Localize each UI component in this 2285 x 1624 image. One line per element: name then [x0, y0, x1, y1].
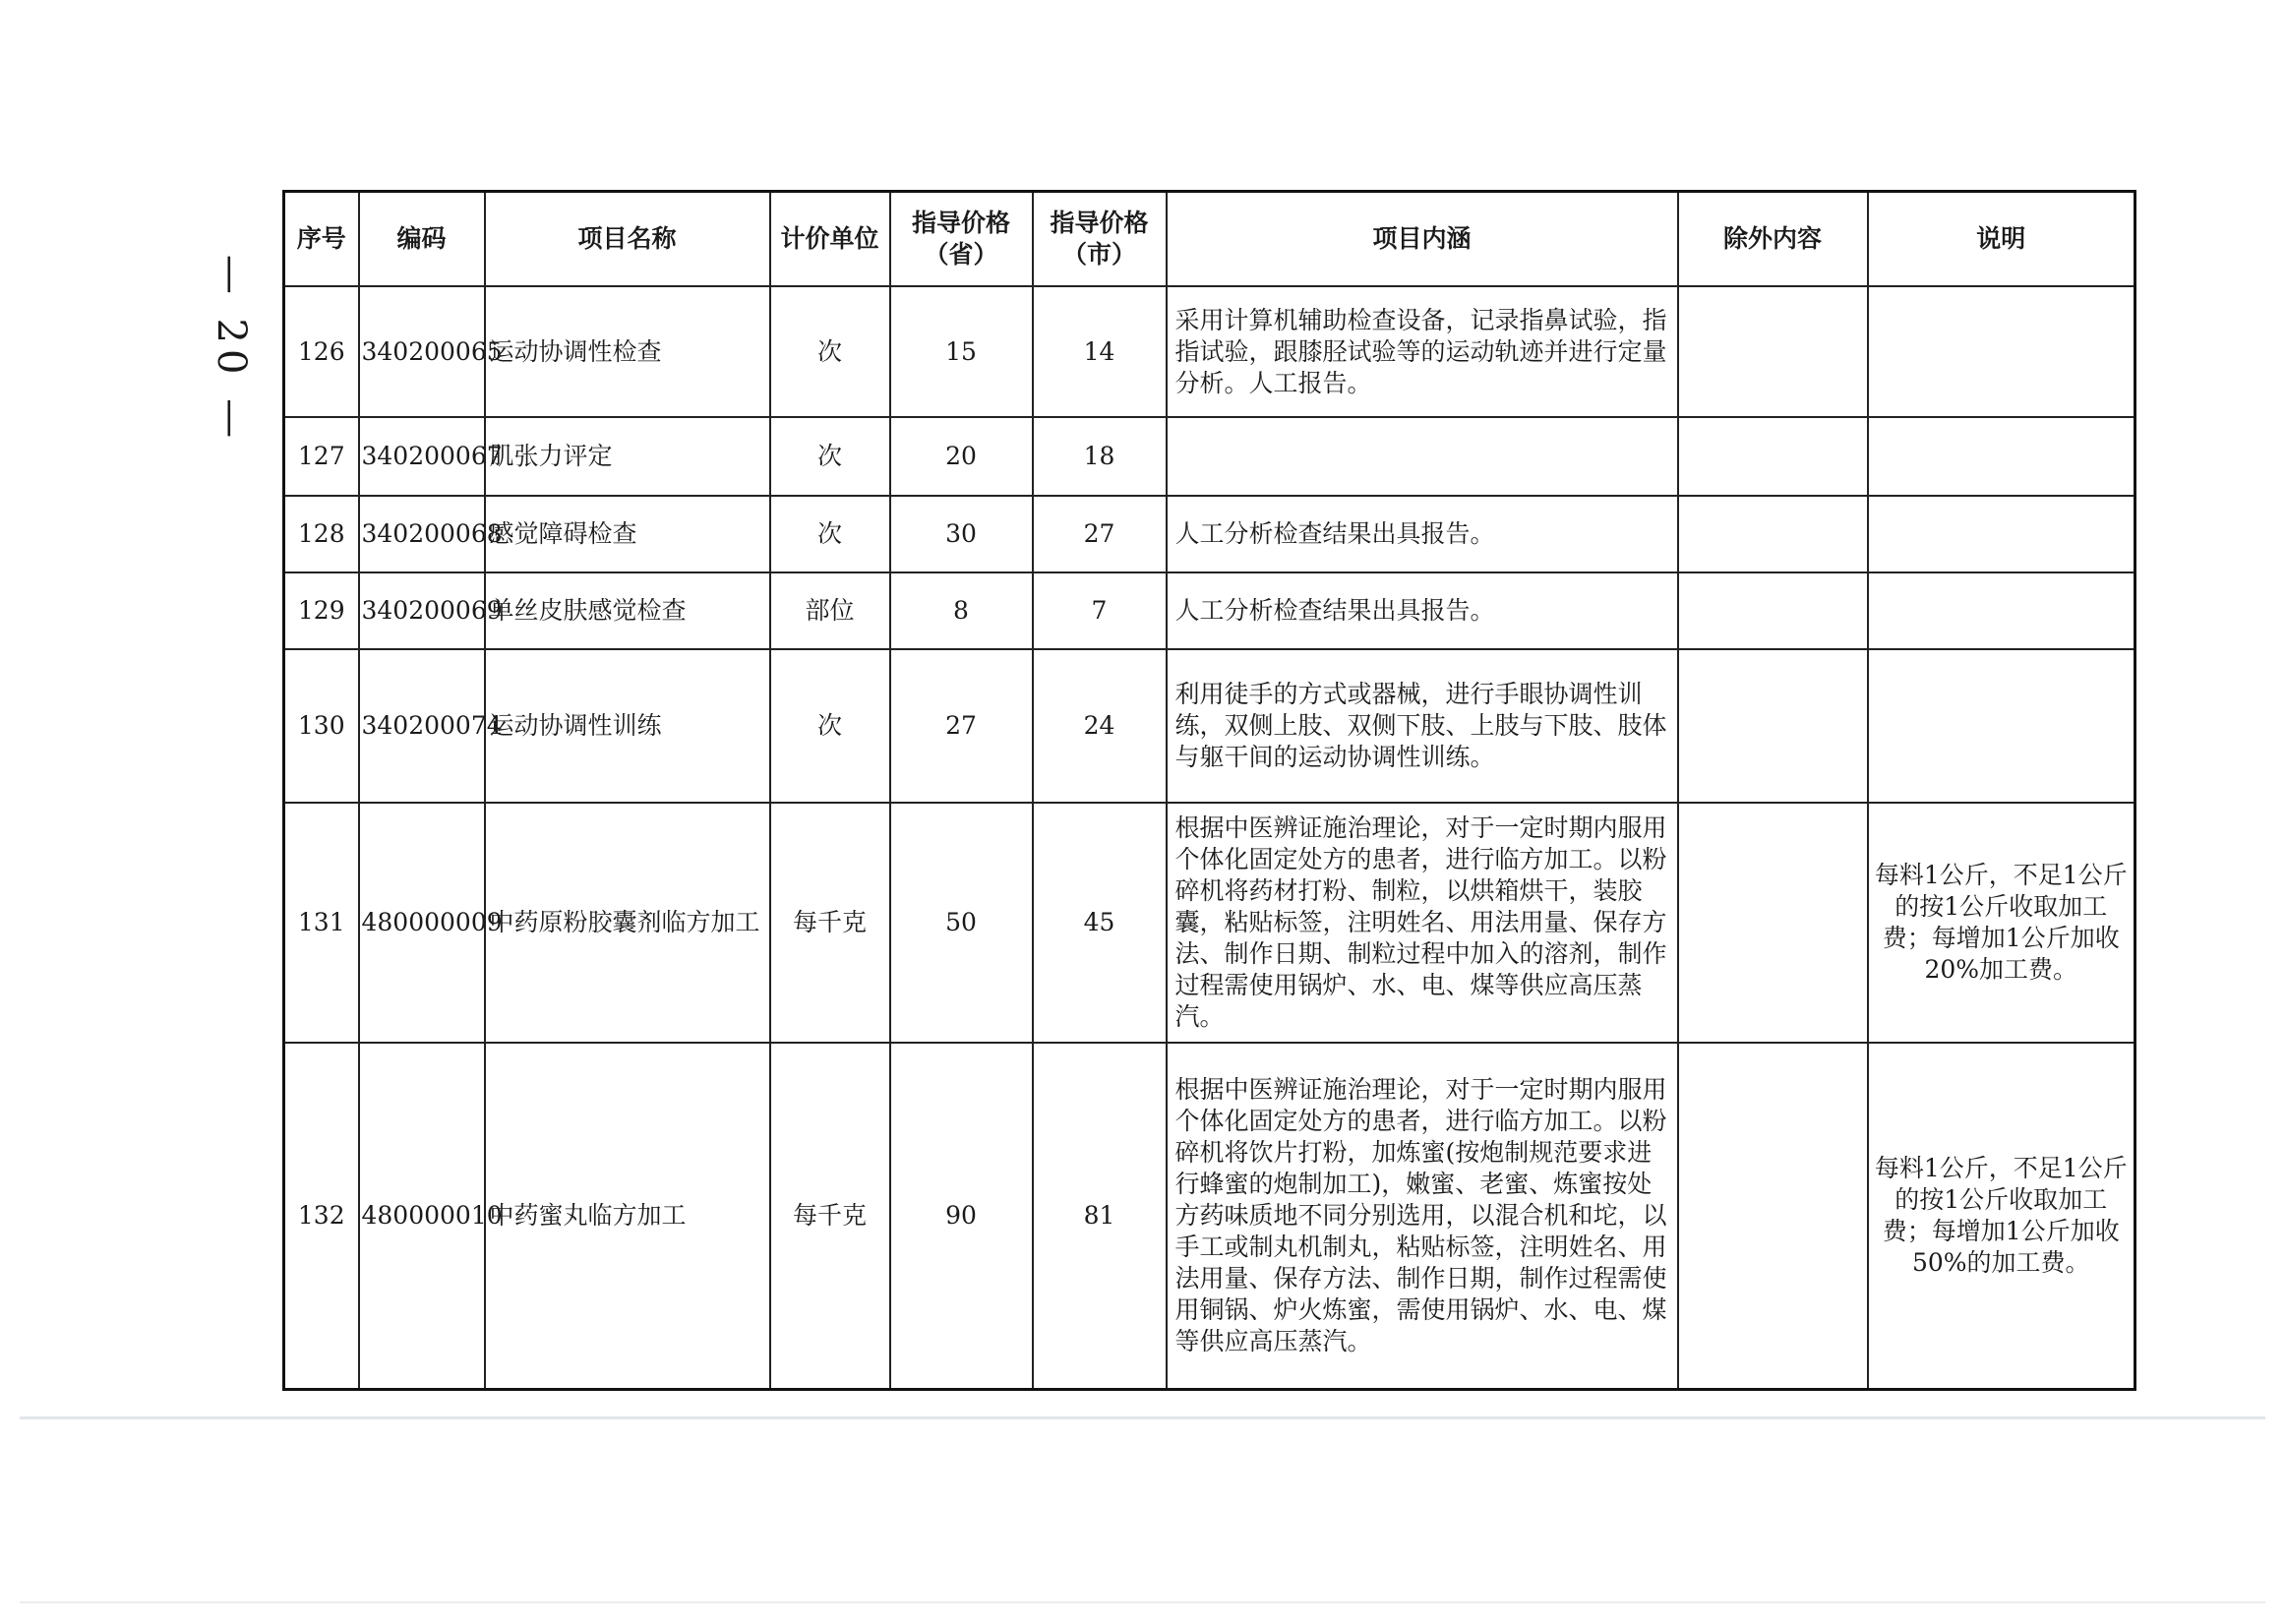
- cell-content: 人工分析检查结果出具报告。: [1167, 572, 1678, 649]
- cell-price-province: 20: [890, 417, 1033, 496]
- cell-price-province: 90: [890, 1043, 1033, 1389]
- cell-name: 运动协调性检查: [485, 286, 770, 417]
- cell-exclusions: [1678, 649, 1868, 803]
- header-price-province: 指导价格（省）: [890, 192, 1033, 287]
- table-row: [284, 803, 2135, 1043]
- cell-seq: 126: [284, 286, 359, 417]
- cell-notes: [1868, 572, 2135, 649]
- cell-price-city: 18: [1033, 417, 1167, 496]
- table-row: [284, 417, 2135, 496]
- cell-name: 中药原粉胶囊剂临方加工: [485, 803, 770, 1043]
- cell-price-province: 30: [890, 496, 1033, 572]
- table-row: [284, 649, 2135, 803]
- cell-seq: 132: [284, 1043, 359, 1389]
- cell-unit: 次: [770, 286, 890, 417]
- cell-code: 340200068: [359, 496, 485, 572]
- table-row: [284, 572, 2135, 649]
- cell-price-province: 8: [890, 572, 1033, 649]
- cell-name: 肌张力评定: [485, 417, 770, 496]
- cell-code: 480000009: [359, 803, 485, 1043]
- cell-content: 利用徒手的方式或器械，进行手眼协调性训练，双侧上肢、双侧下肢、上肢与下肢、肢体与躯干间的运动协调性训练。: [1167, 649, 1678, 803]
- cell-unit: 次: [770, 417, 890, 496]
- table-header-row: [284, 192, 2135, 287]
- cell-code: 340200067: [359, 417, 485, 496]
- cell-unit: 次: [770, 496, 890, 572]
- cell-unit: 部位: [770, 572, 890, 649]
- cell-code: 340200069: [359, 572, 485, 649]
- cell-seq: 127: [284, 417, 359, 496]
- header-unit: 计价单位: [770, 192, 890, 287]
- cell-seq: 128: [284, 496, 359, 572]
- cell-code: 340200065: [359, 286, 485, 417]
- header-content: 项目内涵: [1167, 192, 1678, 287]
- cell-name: 感觉障碍检查: [485, 496, 770, 572]
- cell-content: 根据中医辨证施治理论，对于一定时期内服用个体化固定处方的患者，进行临方加工。以粉碎机将饮片打粉，加炼蜜(按炮制规范要求进行蜂蜜的炮制加工)，嫩蜜、老蜜、炼蜜按处方药味质地不同分别选用，以混合机和坨，以手工或制丸机制丸，粘贴标签，注明姓名、用法用量、保存方法、制作日期，制作过程需使用铜锅、炉火炼蜜，需使用锅炉、水、电、煤等供应高压蒸汽。: [1167, 1043, 1678, 1389]
- cell-code: 340200074: [359, 649, 485, 803]
- page-number: — 20 —: [209, 254, 255, 445]
- header-code: 编码: [359, 192, 485, 287]
- header-notes: 说明: [1868, 192, 2135, 287]
- cell-price-city: 27: [1033, 496, 1167, 572]
- scan-edge-line-bottom: [20, 1601, 2265, 1603]
- header-exclusions: 除外内容: [1678, 192, 1868, 287]
- cell-content: 根据中医辨证施治理论，对于一定时期内服用个体化固定处方的患者，进行临方加工。以粉碎机将药材打粉、制粒，以烘箱烘干，装胶囊，粘贴标签，注明姓名、用法用量、保存方法、制作日期、制粒过程中加入的溶剂，制作过程需使用锅炉、水、电、煤等供应高压蒸汽。: [1167, 803, 1678, 1043]
- cell-code: 480000010: [359, 1043, 485, 1389]
- cell-notes: [1868, 496, 2135, 572]
- header-seq: 序号: [284, 192, 359, 287]
- cell-price-city: 7: [1033, 572, 1167, 649]
- cell-notes: [1868, 417, 2135, 496]
- cell-price-province: 50: [890, 803, 1033, 1043]
- cell-price-city: 24: [1033, 649, 1167, 803]
- cell-notes: [1868, 286, 2135, 417]
- header-price-city: 指导价格（市）: [1033, 192, 1167, 287]
- cell-notes: 每料1公斤，不足1公斤的按1公斤收取加工费；每增加1公斤加收50%的加工费。: [1868, 1043, 2135, 1389]
- cell-seq: 129: [284, 572, 359, 649]
- table-row: [284, 286, 2135, 417]
- cell-price-city: 45: [1033, 803, 1167, 1043]
- scan-edge-line: [20, 1416, 2265, 1419]
- cell-exclusions: [1678, 417, 1868, 496]
- cell-exclusions: [1678, 572, 1868, 649]
- cell-name: 单丝皮肤感觉检查: [485, 572, 770, 649]
- cell-exclusions: [1678, 286, 1868, 417]
- cell-exclusions: [1678, 803, 1868, 1043]
- table-row: [284, 496, 2135, 572]
- cell-price-province: 15: [890, 286, 1033, 417]
- cell-unit: 次: [770, 649, 890, 803]
- cell-unit: 每千克: [770, 803, 890, 1043]
- table-row: [284, 1043, 2135, 1389]
- cell-content: 采用计算机辅助检查设备，记录指鼻试验，指指试验，跟膝胫试验等的运动轨迹并进行定量分析。人工报告。: [1167, 286, 1678, 417]
- cell-content: 人工分析检查结果出具报告。: [1167, 496, 1678, 572]
- cell-seq: 131: [284, 803, 359, 1043]
- cell-price-province: 27: [890, 649, 1033, 803]
- cell-name: 运动协调性训练: [485, 649, 770, 803]
- cell-exclusions: [1678, 1043, 1868, 1389]
- cell-notes: [1868, 649, 2135, 803]
- header-name: 项目名称: [485, 192, 770, 287]
- cell-price-city: 81: [1033, 1043, 1167, 1389]
- cell-content: [1167, 417, 1678, 496]
- cell-seq: 130: [284, 649, 359, 803]
- cell-exclusions: [1678, 496, 1868, 572]
- price-guide-table: [282, 190, 2136, 1391]
- cell-price-city: 14: [1033, 286, 1167, 417]
- cell-notes: 每料1公斤，不足1公斤的按1公斤收取加工费；每增加1公斤加收20%加工费。: [1868, 803, 2135, 1043]
- cell-name: 中药蜜丸临方加工: [485, 1043, 770, 1389]
- cell-unit: 每千克: [770, 1043, 890, 1389]
